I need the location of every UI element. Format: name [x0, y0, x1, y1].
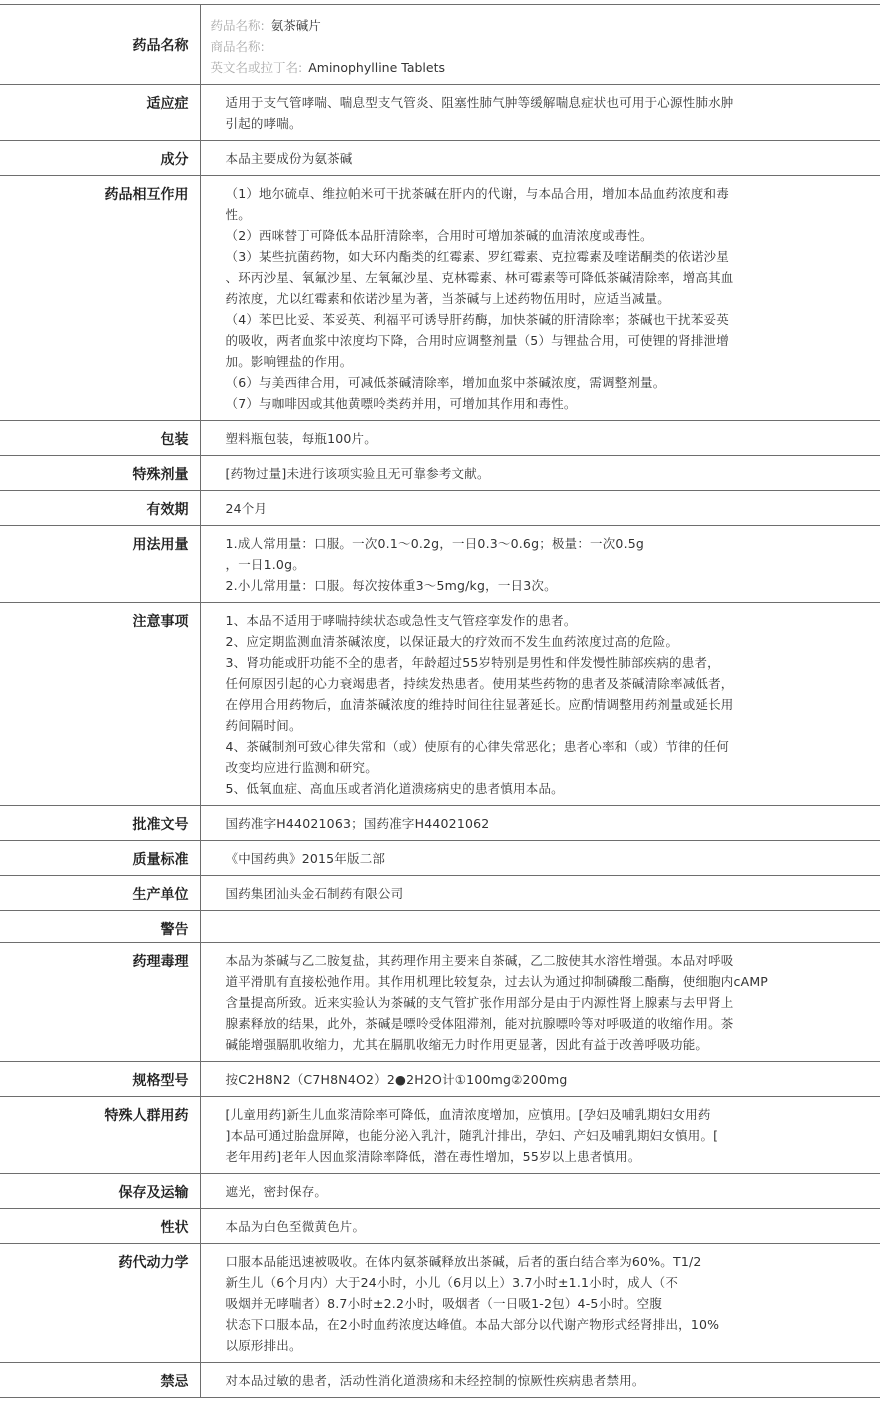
row-dosage [0, 526, 880, 603]
text-line: 1、本品不适用于哮喘持续状态或急性支气管痉挛发作的患者。 [225, 613, 577, 628]
drug-spec-table [0, 4, 880, 1398]
text-line: 《中国药典》2015年版二部 [225, 851, 386, 866]
text-line: 道平滑肌有直接松弛作用。其作用机理比较复杂，过去认为通过抑制磷酸二酯酶，使细胞内cAMP [225, 974, 769, 989]
text-line: 适用于支气管哮喘、喘息型支气管炎、阻塞性肺气肿等缓解喘息症状也可用于心源性肺水肿 [225, 95, 734, 110]
text-line: （4）苯巴比妥、苯妥英、利福平可诱导肝药酶，加快茶碱的肝清除率；茶碱也干扰苯妥英 [225, 312, 729, 327]
text-line: 1.成人常用量：口服。一次0.1～0.2g，一日0.3～0.6g；极量：一次0.5g [225, 536, 645, 551]
text-line: 遮光，密封保存。 [225, 1184, 328, 1199]
row-value [200, 603, 880, 806]
row-label: 特殊剂量 [0, 456, 200, 491]
row-label: 成分 [0, 141, 200, 176]
row-label: 用法用量 [0, 526, 200, 603]
row-pharmacology [0, 943, 880, 1062]
english-name-label: 英文名或拉丁名: [210, 60, 303, 75]
row-value [200, 1062, 880, 1097]
row-validity [0, 491, 880, 526]
row-label: 药代动力学 [0, 1244, 200, 1363]
row-value [200, 1097, 880, 1174]
row-special-groups [0, 1097, 880, 1174]
row-label: 规格型号 [0, 1062, 200, 1097]
row-value [200, 5, 880, 85]
row-storage [0, 1174, 880, 1209]
row-value [200, 456, 880, 491]
text-line: 以原形排出。 [225, 1338, 302, 1353]
row-value [200, 176, 880, 421]
row-precautions [0, 603, 880, 806]
row-appearance [0, 1209, 880, 1244]
row-label: 禁忌 [0, 1363, 200, 1398]
english-name-line [211, 57, 873, 78]
text-line: 本品主要成份为氨茶碱 [225, 151, 353, 166]
row-value [200, 841, 880, 876]
row-label: 质量标准 [0, 841, 200, 876]
row-manufacturer [0, 876, 880, 911]
text-line: 国药准字H44021063；国药准字H44021062 [225, 816, 490, 831]
row-label: 特殊人群用药 [0, 1097, 200, 1174]
text-line: ，一日1.0g。 [225, 557, 305, 572]
text-line: 对本品过敏的患者，活动性消化道溃疡和未经控制的惊厥性疾病患者禁用。 [225, 1373, 645, 1388]
row-value [200, 1209, 880, 1244]
row-label: 药品名称 [0, 5, 200, 85]
text-line: 药浓度，尤以红霉素和依诺沙星为著，当茶碱与上述药物伍用时，应适当减量。 [225, 291, 671, 306]
row-label: 警告 [0, 911, 200, 943]
row-label: 包装 [0, 421, 200, 456]
row-label: 有效期 [0, 491, 200, 526]
text-line: （1）地尔硫卓、维拉帕米可干扰茶碱在肝内的代谢，与本品合用，增加本品血药浓度和毒 [225, 186, 729, 201]
text-line: 口服本品能迅速被吸收。在体内氨茶碱释放出茶碱，后者的蛋白结合率为60%。T1/2 [225, 1254, 702, 1269]
text-line: 吸烟并无哮喘者）8.7小时±2.2小时，吸烟者（一日吸1-2包）4-5小时。空腹 [225, 1296, 663, 1311]
trade-name-line [211, 36, 873, 57]
text-line: 加。影响锂盐的作用。 [225, 354, 353, 369]
row-value [200, 1244, 880, 1363]
text-line: 、环丙沙星、氧氟沙星、左氧氟沙星、克林霉素、林可霉素等可降低茶碱清除率，增高其血 [225, 270, 734, 285]
row-ingredients [0, 141, 880, 176]
text-line: 本品为白色至微黄色片。 [225, 1219, 366, 1234]
text-line: 的吸收，两者血浆中浓度均下降，合用时应调整剂量（5）与锂盐合用，可使锂的肾排泄增 [225, 333, 729, 348]
text-line: 引起的哮喘。 [225, 116, 302, 131]
text-line: 5、低氧血症、高血压或者消化道溃疡病史的患者慎用本品。 [225, 781, 564, 796]
generic-name-value: 氨茶碱片 [270, 18, 321, 33]
row-value [200, 806, 880, 841]
row-label: 注意事项 [0, 603, 200, 806]
row-value [200, 876, 880, 911]
text-line: （7）与咖啡因或其他黄嘌呤类药并用，可增加其作用和毒性。 [225, 396, 577, 411]
row-spec [0, 1062, 880, 1097]
row-label: 药理毒理 [0, 943, 200, 1062]
text-line: 2、应定期监测血清茶碱浓度，以保证最大的疗效而不发生血药浓度过高的危险。 [225, 634, 679, 649]
text-line: （6）与美西律合用，可减低茶碱清除率，增加血浆中茶碱浓度，需调整剂量。 [225, 375, 666, 390]
row-label: 适应症 [0, 85, 200, 141]
text-line: 2.小儿常用量：口服。每次按体重3～5mg/kg，一日3次。 [225, 578, 557, 593]
row-value [200, 421, 880, 456]
row-standard [0, 841, 880, 876]
text-line: 药间隔时间。 [225, 718, 302, 733]
row-value [200, 491, 880, 526]
row-contraindications [0, 1363, 880, 1398]
trade-name-label: 商品名称: [210, 39, 265, 54]
row-package [0, 421, 880, 456]
row-label: 批准文号 [0, 806, 200, 841]
row-value [200, 1363, 880, 1398]
text-line: 碱能增强膈肌收缩力，尤其在膈肌收缩无力时作用更显著，因此有益于改善呼吸功能。 [225, 1037, 709, 1052]
generic-name-line [211, 15, 873, 36]
row-value [200, 911, 880, 943]
text-line: 性。 [225, 207, 251, 222]
row-pharmacokinetics [0, 1244, 880, 1363]
row-label: 生产单位 [0, 876, 200, 911]
text-line: （2）西咪替丁可降低本品肝清除率，合用时可增加茶碱的血清浓度或毒性。 [225, 228, 653, 243]
row-names [0, 5, 880, 85]
text-line: [儿童用药]新生儿血浆清除率可降低，血清浓度增加，应慎用。[孕妇及哺乳期妇女用药 [225, 1107, 711, 1122]
row-overdose [0, 456, 880, 491]
text-line: 按C2H8N2（C7H8N4O2）2●2H2O计①100mg②200mg [225, 1072, 568, 1087]
text-line: 状态下口服本品，在2小时血药浓度达峰值。本品大部分以代谢产物形式经肾排出，10% [225, 1317, 720, 1332]
row-value [200, 141, 880, 176]
text-line: 新生儿（6个月内）大于24小时，小儿（6月以上）3.7小时±1.1小时，成人（不 [225, 1275, 679, 1290]
english-name-value: Aminophylline Tablets [308, 60, 445, 75]
row-interactions [0, 176, 880, 421]
row-value [200, 1174, 880, 1209]
row-value [200, 85, 880, 141]
row-label: 性状 [0, 1209, 200, 1244]
row-label: 保存及运输 [0, 1174, 200, 1209]
row-value [200, 943, 880, 1062]
text-line: 3、肾功能或肝功能不全的患者，年龄超过55岁特别是男性和伴发慢性肺部疾病的患者， [225, 655, 720, 670]
text-line: 24个月 [225, 501, 268, 516]
text-line: 改变均应进行监测和研究。 [225, 760, 378, 775]
text-line: [药物过量]未进行该项实验且无可靠参考文献。 [225, 466, 490, 481]
text-line: 含量提高所致。近来实验认为茶碱的支气管扩张作用部分是由于内源性肾上腺素与去甲肾上 [225, 995, 734, 1010]
text-line: 国药集团汕头金石制药有限公司 [225, 886, 404, 901]
text-line: 在停用合用药物后，血清茶碱浓度的维持时间往往显著延长。应酌情调整用药剂量或延长用 [225, 697, 734, 712]
row-value [200, 526, 880, 603]
row-approval [0, 806, 880, 841]
text-line: 老年用药]老年人因血浆清除率降低，潜在毒性增加，55岁以上患者慎用。 [225, 1149, 641, 1164]
row-indications [0, 85, 880, 141]
text-line: 腺素释放的结果，此外，茶碱是嘌呤受体阻滞剂，能对抗腺嘌呤等对呼吸道的收缩作用。茶 [225, 1016, 734, 1031]
text-line: （3）某些抗菌药物，如大环内酯类的红霉素、罗红霉素、克拉霉素及喹诺酮类的依诺沙星 [225, 249, 729, 264]
row-label: 药品相互作用 [0, 176, 200, 421]
row-warning [0, 911, 880, 943]
text-line: ]本品可通过胎盘屏障，也能分泌入乳汁，随乳汁排出，孕妇、产妇及哺乳期妇女慎用。[ [225, 1128, 719, 1143]
text-line: 本品为茶碱与乙二胺复盐，其药理作用主要来自茶碱，乙二胺使其水溶性增强。本品对呼吸 [225, 953, 734, 968]
text-line: 任何原因引起的心力衰竭患者，持续发热患者。使用某些药物的患者及茶碱清除率减低者， [225, 676, 734, 691]
generic-name-label: 药品名称: [210, 18, 265, 33]
text-line: 塑料瓶包装，每瓶100片。 [225, 431, 377, 446]
text-line: 4、茶碱制剂可致心律失常和（或）使原有的心律失常恶化；患者心率和（或）节律的任何 [225, 739, 729, 754]
